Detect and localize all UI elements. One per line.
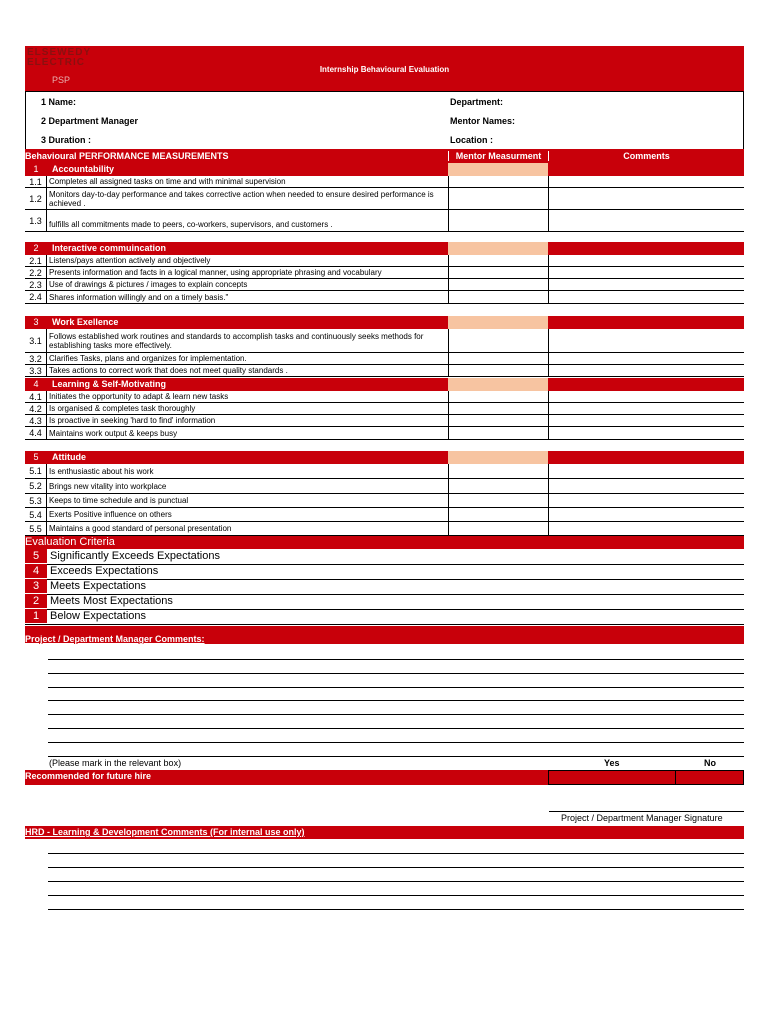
mentor-input-cell[interactable] — [448, 403, 549, 414]
table-row: 5.2 Brings new vitality into workplace — [25, 479, 744, 494]
mentor-input-cell[interactable] — [448, 176, 549, 187]
manager-comments-header: Project / Department Manager Comments: — [25, 626, 744, 644]
mentor-input-cell[interactable] — [448, 522, 549, 535]
mentor-input-cell[interactable] — [448, 479, 549, 493]
criteria-item: 4 Exceeds Expectations — [25, 564, 744, 580]
measurements-heading: Behavioural PERFORMANCE MEASUREMENTS — [25, 151, 229, 161]
manager-comment-line[interactable] — [48, 659, 744, 660]
section-interactive-communication: 2 Interactive commuincation — [25, 242, 744, 255]
hrd-comment-line[interactable] — [48, 895, 744, 896]
table-row: 5.5 Maintains a good standard of personal presentation — [25, 522, 744, 536]
comment-input-cell[interactable] — [548, 291, 744, 303]
comment-input-cell[interactable] — [548, 479, 744, 493]
mentor-names-label: Mentor Names: — [450, 116, 516, 126]
hrd-comment-line[interactable] — [48, 881, 744, 882]
section-accountability: 1 Accountability — [25, 163, 744, 176]
manager-comment-line[interactable] — [48, 700, 744, 701]
mentor-input-cell[interactable] — [448, 494, 549, 507]
section-work-excellence: 3 Work Exellence — [25, 316, 744, 329]
manager-comment-line[interactable] — [48, 728, 744, 729]
company-logo: ELSEWEDY ELECTRIC PSP — [27, 47, 92, 85]
mentor-input-cell[interactable] — [448, 365, 549, 376]
mentor-input-cell[interactable] — [448, 508, 549, 521]
table-row: 2.2 Presents information and facts in a logical manner, using appropriate phrasing and vocabulary — [25, 267, 744, 279]
signature-line[interactable] — [549, 811, 744, 812]
section-attitude: 5 Attitude — [25, 451, 744, 464]
comment-input-cell[interactable] — [548, 403, 744, 414]
criteria-item: 1 Below Expectations — [25, 609, 744, 625]
mentor-input-cell[interactable] — [448, 415, 549, 426]
criteria-item: 3 Meets Expectations — [25, 579, 744, 595]
table-row: 3.1 Follows established work routines and standards to accomplish tasks and continuously seeks methods for establishing tasks more effectively. — [25, 329, 744, 353]
manager-comment-line[interactable] — [48, 714, 744, 715]
table-row: 4.2 Is organised & completes task thoroughly — [25, 403, 744, 415]
comment-input-cell[interactable] — [548, 464, 744, 478]
mentor-input-cell[interactable] — [448, 353, 549, 364]
comment-input-cell[interactable] — [548, 427, 744, 439]
hrd-comment-line[interactable] — [48, 867, 744, 868]
table-row: 5.3 Keeps to time schedule and is punctual — [25, 494, 744, 508]
location-label: Location : — [450, 135, 493, 145]
yes-label: Yes — [604, 758, 620, 768]
signature-label: Project / Department Manager Signature — [561, 813, 723, 823]
table-row: 4.1 Initiates the opportunity to adapt & learn new tasks — [25, 391, 744, 403]
mentor-input-cell[interactable] — [448, 391, 549, 402]
comment-input-cell[interactable] — [548, 188, 744, 209]
comment-input-cell[interactable] — [548, 279, 744, 290]
comment-input-cell[interactable] — [548, 494, 744, 507]
comment-input-cell[interactable] — [548, 508, 744, 521]
no-checkbox-cell[interactable] — [676, 770, 744, 785]
evaluation-criteria-header: Evaluation Criteria — [25, 536, 744, 549]
table-row: 1.2 Monitors day-to-day performance and takes corrective action when needed to ensure desired performance is achieved . — [25, 188, 744, 210]
mentor-input-cell[interactable] — [448, 291, 549, 303]
criteria-item: 5 Significantly Exceeds Expectations — [25, 549, 744, 565]
table-header — [25, 149, 744, 163]
table-row: 2.3 Use of drawings & pictures / images to explain concepts — [25, 279, 744, 291]
recommended-hire-row: Recommended for future hire — [25, 770, 744, 785]
mentor-input-cell[interactable] — [448, 188, 549, 209]
comment-input-cell[interactable] — [548, 176, 744, 187]
comment-input-cell[interactable] — [548, 255, 744, 266]
mentor-cell-highlight — [448, 163, 548, 176]
table-row: 3.2 Clarifies Tasks, plans and organizes for implementation. — [25, 353, 744, 365]
mentor-input-cell[interactable] — [448, 329, 549, 352]
hrd-comment-line[interactable] — [48, 909, 744, 910]
manager-comment-line[interactable] — [48, 742, 744, 743]
mentor-input-cell[interactable] — [448, 255, 549, 266]
table-row: 4.4 Maintains work output & keeps busy — [25, 427, 744, 440]
comments-heading: Comments — [548, 151, 744, 161]
hrd-comments-header: HRD - Learning & Development Comments (For internal use only) — [25, 826, 744, 839]
hrd-comment-line[interactable] — [48, 853, 744, 854]
mentor-input-cell[interactable] — [448, 267, 549, 278]
mentor-cell-highlight — [448, 242, 548, 255]
comment-input-cell[interactable] — [548, 522, 744, 535]
mentor-input-cell[interactable] — [448, 210, 549, 231]
table-row: 3.3 Takes actions to correct work that does not meet quality standards . — [25, 365, 744, 377]
comment-input-cell[interactable] — [548, 415, 744, 426]
mentor-cell-highlight — [448, 316, 548, 329]
duration-label: 3 Duration : — [41, 135, 92, 145]
comment-input-cell[interactable] — [548, 391, 744, 402]
table-row: 1.3 fulfills all commitments made to peers, co-workers, supervisors, and customers . — [25, 210, 744, 232]
comment-input-cell[interactable] — [548, 267, 744, 278]
info-block — [25, 91, 744, 149]
name-label: 1 Name: — [41, 97, 77, 107]
mentor-heading: Mentor Measurment — [448, 151, 548, 161]
section-learning-self-motivating: 4 Learning & Self-Motivating — [25, 378, 744, 391]
department-label: Department: — [450, 97, 504, 107]
table-row: 2.1 Listens/pays attention actively and objectively — [25, 255, 744, 267]
criteria-item: 2 Meets Most Expectations — [25, 594, 744, 610]
mentor-input-cell[interactable] — [448, 464, 549, 478]
comment-input-cell[interactable] — [548, 365, 744, 376]
mark-box-note: (Please mark in the relevant box) — [49, 758, 182, 768]
mentor-cell-highlight — [448, 378, 548, 391]
table-row: 1.1 Completes all assigned tasks on time and with minimal supervision — [25, 176, 744, 188]
manager-comment-line[interactable] — [48, 756, 744, 757]
table-row: 4.3 Is proactive in seeking 'hard to find' information — [25, 415, 744, 427]
table-row: 2.4 Shares information willingly and on a timely basis." — [25, 291, 744, 304]
table-row: 5.1 Is enthusiastic about his work — [25, 464, 744, 479]
mentor-input-cell[interactable] — [448, 279, 549, 290]
mentor-input-cell[interactable] — [448, 427, 549, 439]
manager-comment-line[interactable] — [48, 673, 744, 674]
table-row: 5.4 Exerts Positive influence on others — [25, 508, 744, 522]
comment-input-cell[interactable] — [548, 210, 744, 231]
manager-comment-line[interactable] — [48, 687, 744, 688]
form-header — [25, 46, 744, 91]
mentor-cell-highlight — [448, 451, 548, 464]
yes-checkbox-cell[interactable] — [548, 770, 676, 785]
no-label: No — [704, 758, 716, 768]
dept-manager-label: 2 Department Manager — [41, 116, 139, 126]
form-title: Internship Behavioural Evaluation — [319, 65, 450, 74]
comment-input-cell[interactable] — [548, 329, 744, 352]
comment-input-cell[interactable] — [548, 353, 744, 364]
